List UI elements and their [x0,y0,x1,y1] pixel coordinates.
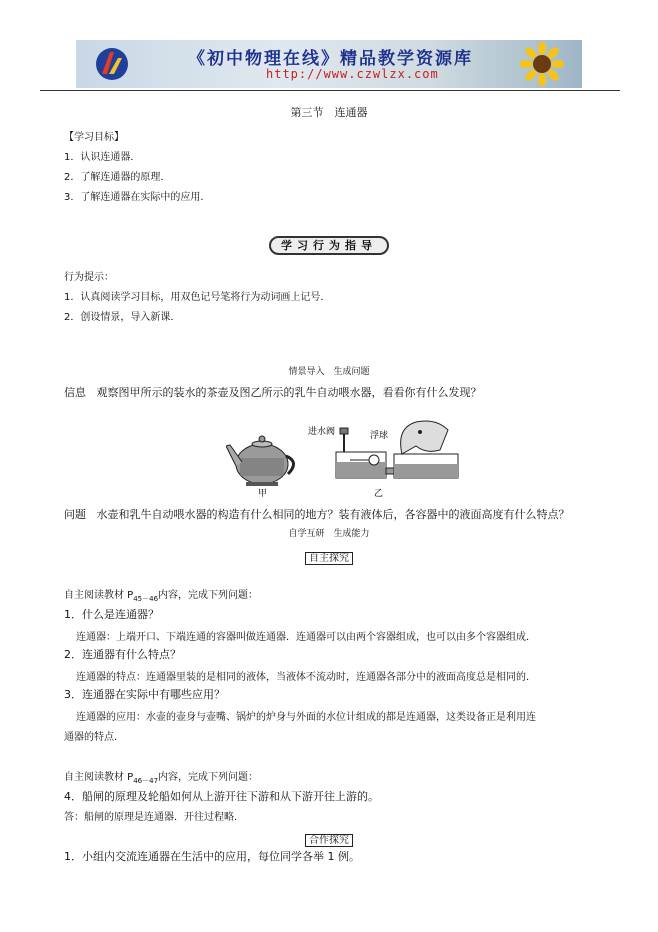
scene-heading: 情景导入 生成问题 [288,367,370,377]
coop-item-1: 1．小组内交流连通器在生活中的应用，每位同学各举 1 例。 [64,850,360,863]
self-box-row [0,546,658,565]
banner-url[interactable]: http://www.czwlzx.com [266,67,439,81]
info-text: 观察图甲所示的装水的茶壶及图乙所示的乳牛自动喂水器，看看你有什么发现？ [96,386,482,399]
hint-item: 2．创设情景，导入新课． [64,312,181,323]
teapot-icon [226,436,294,486]
caption-b: 乙 [374,489,384,498]
objectives-heading: 【学习目标】 [64,132,124,143]
answer-3-line1: 连通器的应用：水壶的壶身与壶嘴、锅炉的炉身与外面的水位计组成的都是连通器，这类设备正是利用连 [76,712,536,723]
objective-item: 3．了解连通器在实际中的应用． [64,192,211,203]
hints-heading: 行为提示： [64,272,114,283]
header-divider [40,90,620,91]
caption-a: 甲 [258,489,268,498]
objective-item: 2．了解连通器的原理． [64,172,171,183]
label-float-ball: 浮球 [370,431,389,441]
connected-vessels-figure [226,418,462,498]
cow-feeder-icon [336,421,458,478]
label-inlet-valve: 进水阀 [308,427,336,437]
self-study-heading: 自学互研 生成能力 [288,529,370,539]
guide-badge: 学习行为指导 [269,236,389,255]
answer-2: 连通器的特点：连通器里装的是相同的液体，当液体不流动时，连通器各部分中的液面高度总是相同的． [76,672,536,683]
question-4: 4．船闸的原理及轮船如何从上游开往下游和从下游开往上游的。 [64,790,379,803]
answer-4: 答：船闸的原理是连通器．开往过程略． [64,812,244,823]
question-3: 3．连通器在实际中有哪些应用？ [64,688,225,701]
section-title: 第三节 连通器 [290,106,368,119]
coop-explore-box: 合作探究 [305,834,353,847]
objective-item: 1．认识连通器． [64,152,141,163]
sunflower-icon [520,42,564,86]
info-label: 信息 [64,386,86,399]
answer-3-line2: 通器的特点． [64,732,124,743]
read-instruction-1: 自主阅读教材 $P_{45-46}$内容，完成下列问题： [64,590,259,603]
question-2: 2．连通器有什么特点？ [64,648,181,661]
question-1: 1．什么是连通器？ [64,608,159,621]
banner-title: 《初中物理在线》精品教学资源库 [188,49,473,69]
site-logo-icon [94,46,130,82]
question-text: 水壶和乳牛自动喂水器的构造有什么相同的地方？装有液体后，各容器中的液面高度有什么特点？ [96,508,570,521]
question-label: 问题 [64,508,86,521]
guide-badge-row [0,234,658,253]
coop-box-row [0,828,658,847]
answer-1: 连通器：上端开口、下端连通的容器叫做连通器．连通器可以由两个容器组成，也可以由多个容器组成． [76,632,536,643]
hint-item: 1．认真阅读学习目标，用双色记号笔将行为动词画上记号． [64,292,331,303]
self-explore-box: 自主探究 [305,552,353,565]
header-banner [76,40,582,88]
read-instruction-2: 自主阅读教材 $P_{46-47}$内容，完成下列问题： [64,772,259,785]
